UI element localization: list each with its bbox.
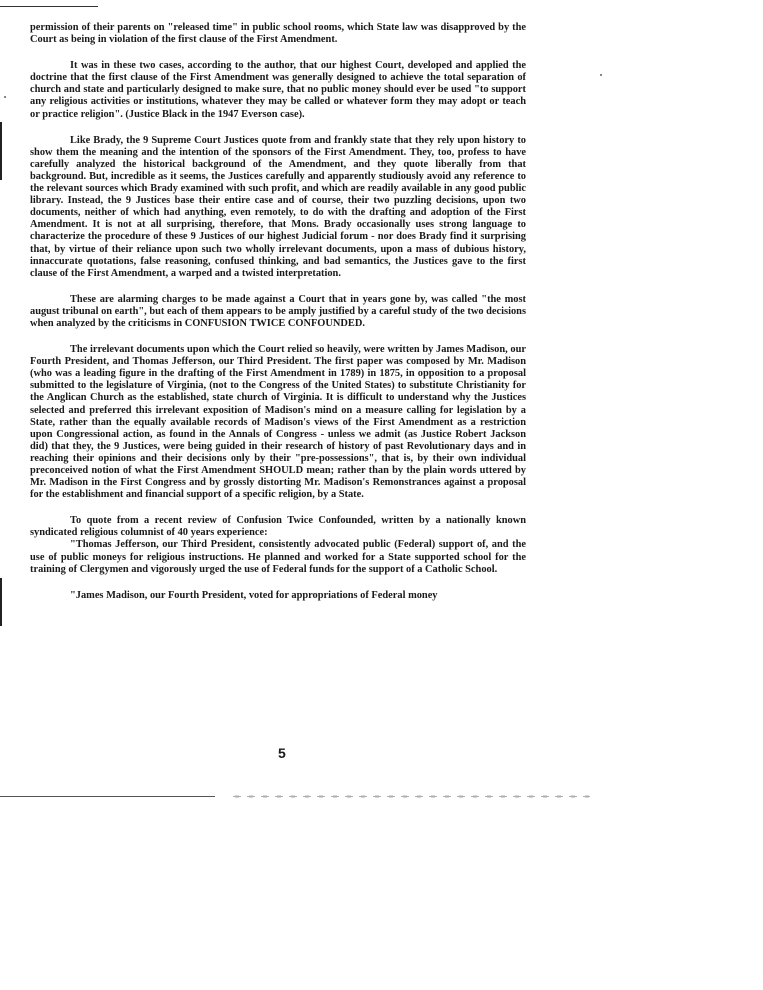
paragraph-1: permission of their parents on "released time" in public school rooms, which State law was disapproved by the Court as being in violation of the first clause of the First Amendment. (30, 22, 526, 46)
scan-top-rule (0, 6, 98, 7)
paragraph-3: Like Brady, the 9 Supreme Court Justices quote from and frankly state that they rely upon history to show them the meaning and the intention of the sponsors of the First Amendment. They, too, profess to have carefully analyzed the historical background of the Amendment, and they quote liberally from that background. But, incredible as it seems, the Justices carefully and apparently studiously avoid any reference to the relevant sources which Brady examined with such profit, and which are readily available in any good public library. Instead, the 9 Justices base their entire case and of course, their two puzzling decisions, upon two documents, neither of which had anything, even remotely, to do with the drafting and adoption of the First Amendment. It is not at all surprising, therefore, that Mons. Brady occasionally uses strong language to characterize the procedure of these 9 Justices of our highest Judicial forum - nor does Brady find it surprising that, by virtue of their reliance upon such two wholly irrelevant documents, upon a mass of dubious history, innaccurate quotations, false reasoning, confused thinking, and bad semantics, the Justices gave to the first clause of the First Amendment, a warped and a twisted interpretation. (30, 134, 526, 279)
scan-dot-trail (230, 795, 590, 798)
margin-mark (0, 578, 2, 626)
page-number: 5 (278, 745, 286, 761)
quoted-passage-2: "James Madison, our Fourth President, voted for appropriations of Federal money (70, 589, 438, 601)
paragraph-2: It was in these two cases, according to the author, that our highest Court, developed and applied the doctrine that the first clause of the First Amendment was generally designed to achieve the total separation of church and state and particularly designed to make sure, that no public money should ever be used "to support any religious activities or institutions, whatever they may be called or whatever form they may adopt or teach or practice religion". (Justice Black in the 1947 Everson case). (30, 60, 526, 120)
scan-bottom-rule (0, 796, 215, 797)
paragraph-5: The irrelevant documents upon which the Court relied so heavily, were written by James Madison, our Fourth President, and Thomas Jefferson, our Third President. The first paper was composed by Mr. Madison (who was a leading figure in the drafting of the First Amendment in 1789) in 1875, in opposition to a proposal submitted to the legislature of Virginia, (not to the Congress of the United States) to substitute Christianity for the Anglican Church as the established, state church of Virginia. It is difficult to understand why the Justices selected and preferred this irrelevant exposition of Madison's mind on a measure calling for legislation by a State, rather than the equally available records of Madison's views of the First Amendment as a restriction upon Congressional action, as found in the Annals of Congress - unless we admit (as Justice Robert Jackson did) that they, the 9 Justices, were being guided in their research of history of past Revolutionary days and in reaching their opinions and their decisions only by their "pre-possessions", that is, by their own individual preconceived notion of what the First Amendment SHOULD mean; rather than by the plain words uttered by Mr. Madison in the First Congress and by grossly distorting Mr. Madison's Remonstrances against a proposal for the establishment and financial support of a specific religion, by a State. (30, 344, 526, 501)
scan-speck (600, 74, 602, 76)
quoted-passage-1: "Thomas Jefferson, our Third President, consistently advocated public (Federal) support of, and the use of public moneys for religious instructions. He planned and worked for a State supported school for the training of Clergymen and vigorously urged the use of Federal funds for the support of a Catholic School. (30, 539, 526, 575)
paragraph-6: To quote from a recent review of Confusion Twice Confounded, written by a nationally known syndicated religious columnist of 40 years experience: (30, 515, 526, 539)
scan-speck (4, 96, 6, 98)
body-text (30, 22, 526, 616)
paragraph-4: These are alarming charges to be made against a Court that in years gone by, was called "the most august tribunal on earth", but each of them appears to be amply justified by a careful study of the two decisions when analyzed by the criticisms in CONFUSION TWICE CONFOUNDED. (30, 293, 526, 329)
margin-mark (0, 122, 2, 180)
